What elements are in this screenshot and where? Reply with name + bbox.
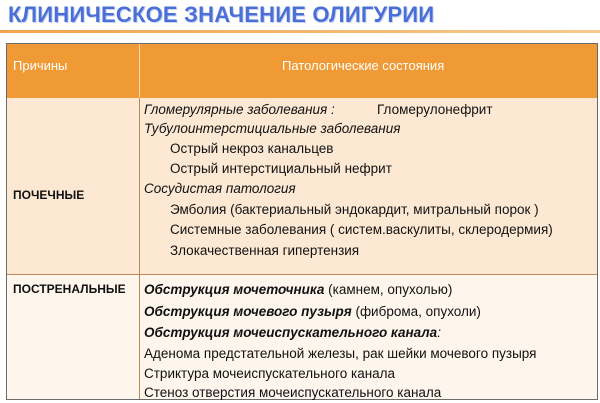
- ureter-obstruction-term: Обструкция мочеточника: [144, 282, 325, 297]
- renal-label: ПОЧЕЧНЫЕ: [13, 188, 85, 202]
- urethra-obstruction-term: Обструкция мочеиспускательного канала: [144, 325, 438, 340]
- slide-title: КЛИНИЧЕСКОЕ ЗНАЧЕНИЕ ОЛИГУРИИ: [8, 2, 435, 27]
- table-row-postrenal: [7, 274, 597, 399]
- urethra-item: Стеноз отверстия мочеиспускательного канала: [144, 385, 442, 400]
- tubulo-item: Острый некроз канальцев: [170, 141, 334, 156]
- oliguria-table: [6, 43, 598, 400]
- title-underline: [0, 30, 600, 33]
- table-row-renal: [7, 98, 597, 274]
- vascular-item: Злокачественная гипертензия: [170, 243, 360, 258]
- vascular-heading: Сосудистая патология: [144, 181, 296, 196]
- header-causes: Причины: [13, 58, 68, 73]
- header-conditions: Патологические состояния: [282, 58, 445, 73]
- urethra-obstruction-colon: :: [437, 325, 441, 340]
- urethra-item: Аденома предстательной железы, рак шейки мочевого пузыря: [144, 346, 537, 361]
- tubulo-item: Острый интерстициальный нефрит: [170, 161, 392, 176]
- glomerular-heading: Гломерулярные заболевания :: [144, 102, 335, 117]
- postrenal-label: ПОСТРЕНАЛЬНЫЕ: [13, 282, 126, 296]
- bladder-obstruction-term: Обструкция мочевого пузыря: [144, 304, 352, 319]
- urethra-obstruction-line: [144, 325, 441, 340]
- column-divider: [139, 98, 140, 399]
- ureter-obstruction-causes: (камнем, опухолью): [324, 282, 453, 297]
- glomerular-item: Гломерулонефрит: [377, 102, 493, 117]
- header-divider: [139, 44, 140, 98]
- vascular-item: Эмболия (бактериальный эндокардит, митральный порок ): [170, 202, 539, 217]
- bladder-obstruction-causes: (фиброма, опухоли): [351, 304, 481, 319]
- tubulo-heading: Тубулоинтерстициальные заболевания: [144, 121, 401, 136]
- bladder-obstruction-line: [144, 304, 481, 319]
- urethra-item: Стриктура мочеиспускательного канала: [144, 366, 396, 381]
- row-divider: [7, 274, 597, 275]
- vascular-item: Системные заболевания ( систем.васкулиты, склеродермия): [170, 222, 553, 237]
- table-header: [7, 44, 597, 98]
- ureter-obstruction-line: [144, 282, 452, 297]
